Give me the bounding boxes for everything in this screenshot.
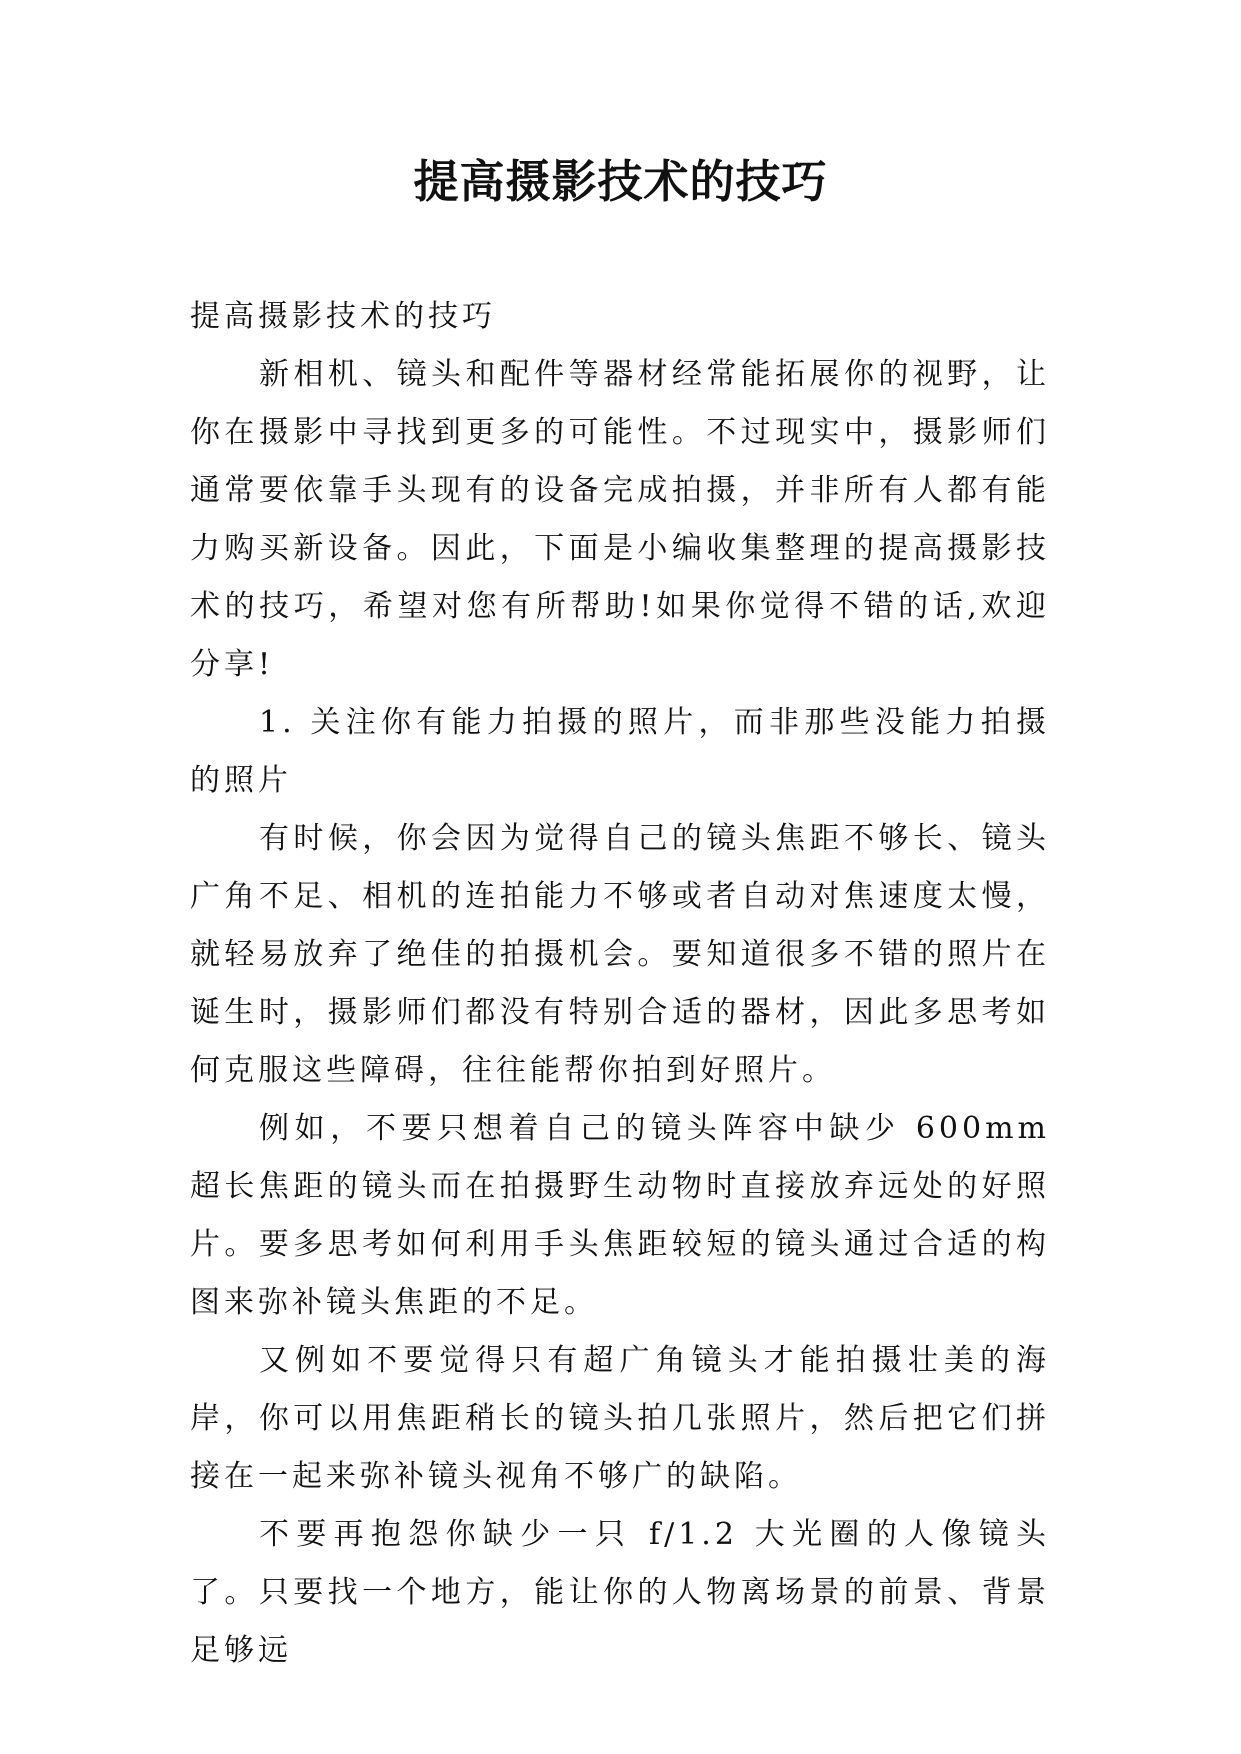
body-paragraph-tip-heading: 1. 关注你有能力拍摄的照片，而非那些没能力拍摄的照片 [190,705,1050,798]
body-paragraph: 不要再抱怨你缺少一只 f/1.2 大光圈的人像镜头了。只要找一个地方，能让你的人物离场景的前景、背景足够远 [190,1517,1050,1668]
body-paragraph: 例如，不要只想着自己的镜头阵容中缺少 600mm 超长焦距的镜头而在拍摄野生动物时直接放弃远处的好照片。要多思考如何利用手头焦距较短的镜头通过合适的构图来弥补镜头焦距的不足。 [190,1111,1050,1320]
body-paragraph-intro: 新相机、镜头和配件等器材经常能拓展你的视野，让你在摄影中寻找到更多的可能性。不过现实中，摄影师们通常要依靠手头现有的设备完成拍摄，并非所有人都有能力购买新设备。因此，下面是小编收集整理的提高摄影技术的技巧，希望对您有所帮助!如果你觉得不错的话,欢迎分享! [190,357,1050,682]
body-paragraph-subtitle: 提高摄影技术的技巧 [190,299,496,334]
body-paragraph: 有时候，你会因为觉得自己的镜头焦距不够长、镜头广角不足、相机的连拍能力不够或者自动对焦速度太慢，就轻易放弃了绝佳的拍摄机会。要知道很多不错的照片在诞生时，摄影师们都没有特别合适的器材，因此多思考如何克服这些障碍，往往能帮你拍到好照片。 [190,821,1050,1088]
document-title: 提高摄影技术的技巧 [413,155,828,208]
body-paragraph: 又例如不要觉得只有超广角镜头才能拍摄壮美的海岸，你可以用焦距稍长的镜头拍几张照片，然后把它们拼接在一起来弥补镜头视角不够广的缺陷。 [190,1343,1050,1494]
document-body [190,288,1050,1680]
